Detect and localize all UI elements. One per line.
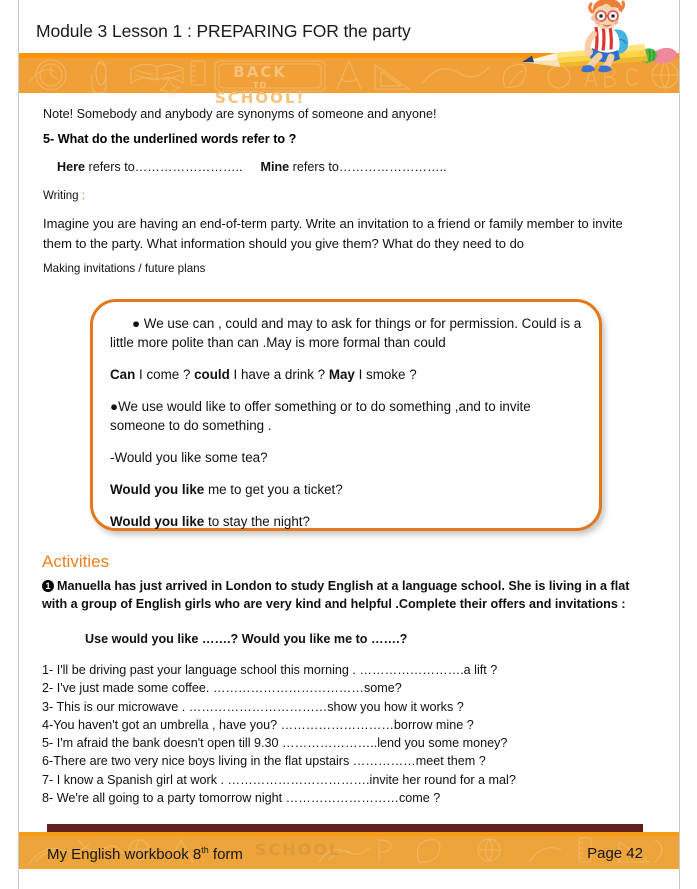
footer-book-title	[47, 845, 243, 863]
footer-page-number: Page 42	[587, 845, 643, 862]
grammar-rule-box	[90, 299, 602, 531]
banner-word-school: SCHOOL!	[215, 89, 306, 107]
exercise-item[interactable]: 3- This is our microwave . ……………………………show you how it works ?	[42, 699, 464, 714]
banner-word-to: TO	[253, 81, 268, 90]
page-title: Module 3 Lesson 1 : PREPARING FOR the party	[36, 21, 411, 41]
refer-blank-2: refers to……………………..	[289, 160, 447, 174]
rule-word-may: May	[328, 367, 355, 382]
rule-paragraph-4: -Would you like some tea?	[110, 450, 268, 465]
boy-riding-pencil-icon	[504, 0, 679, 78]
rule-bold-would-you-like-1: Would you like	[110, 482, 205, 497]
rule-paragraph-3: ●We use would like to offer something or to do something ,and to invite someone to do something .	[110, 399, 531, 433]
rule-paragraph-6	[110, 512, 582, 531]
refer-word-mine: Mine	[260, 160, 290, 174]
activities-heading: Activities	[42, 552, 110, 571]
rule-paragraph-1: ● We use can , could and may to ask for things or for permission. Could is a little more polite than can .May is more formal than could	[110, 316, 582, 350]
note-line: Note! Somebody and anybody are synonyms of someone and anyone!	[43, 107, 437, 121]
activity-use-prompt: Use would you like …….? Would you like me to …….?	[85, 632, 408, 646]
activity-1-intro	[42, 578, 638, 613]
exercise-item[interactable]: 6-There are two very nice boys living in the flat upstairs ……………meet them ?	[42, 754, 486, 769]
exercise-item[interactable]: 2- I've just made some coffee. ………………………………some?	[42, 681, 402, 696]
exercise-item[interactable]: 8- We're all going to a party tomorrow night ………………………come ?	[42, 791, 441, 806]
footer-orange-band	[19, 832, 679, 869]
refer-blank-1: refers to……………………..	[85, 160, 243, 174]
rule-paragraph-5	[110, 480, 582, 499]
refer-to-line	[57, 160, 447, 174]
writing-label-text: Writing	[43, 190, 79, 202]
exercise-item[interactable]: 5- I'm afraid the bank doesn't open till 9.30 …………………..lend you some money?	[42, 736, 508, 751]
footer-doodle-text: SCHOOL	[255, 840, 342, 859]
exercise-item[interactable]: 7- I know a Spanish girl at work . …………………………….invite her round for a mal?	[42, 772, 516, 787]
making-invitations-label: Making invitations / future plans	[43, 262, 206, 275]
grammar-rule-content	[93, 302, 599, 531]
page-right-rule	[679, 0, 680, 889]
banner-doodle-text	[215, 63, 306, 107]
rule-bold-would-you-like-2: Would you like	[110, 514, 205, 529]
rule-word-could: could	[194, 367, 230, 382]
writing-label-colon: :	[78, 190, 85, 202]
page-footer	[19, 824, 679, 869]
footer-book-title-suffix: form	[208, 846, 243, 863]
writing-label	[43, 190, 85, 202]
footer-ordinal-suffix: th	[201, 845, 209, 855]
question-5-heading: 5- What do the underlined words refer to ?	[43, 132, 297, 146]
footer-book-title-text: My English workbook 8	[47, 846, 202, 863]
rule-text-3: I smoke ?	[354, 367, 417, 382]
rule-text-2: I have a drink ?	[229, 367, 329, 382]
rule-word-can: Can	[110, 367, 136, 382]
page-header	[19, 0, 679, 107]
rule-text-5: me to get you a ticket?	[204, 482, 343, 497]
exercise-item[interactable]: 4-You haven't got an umbrella , have you? ………………………borrow mine ?	[42, 717, 474, 732]
banner-word-back: BACK	[233, 63, 287, 81]
activity-intro-text: Manuella has just arrived in London to study English at a language school. She is living in a flat with a group of English girls who are very kind and helpful .Complete their offers and invitations :	[42, 579, 630, 611]
refer-word-here: Here	[57, 160, 86, 174]
exercise-list	[42, 661, 642, 807]
exercise-item[interactable]: 1- I'll be driving past your language school this morning . …………………….a lift ?	[42, 663, 498, 677]
rule-text-1: I come ?	[135, 367, 195, 382]
rule-paragraph-2	[110, 365, 582, 384]
rule-text-6: to stay the night?	[204, 514, 310, 529]
activity-number-badge: 1	[42, 580, 54, 592]
writing-instructions: Imagine you are having an end-of-term party. Write an invitation to a friend or family member to invite them to the party. What information should you give them? What do they need to do	[43, 216, 623, 251]
page-left-rule	[18, 0, 19, 889]
footer-dark-bar	[47, 824, 643, 832]
